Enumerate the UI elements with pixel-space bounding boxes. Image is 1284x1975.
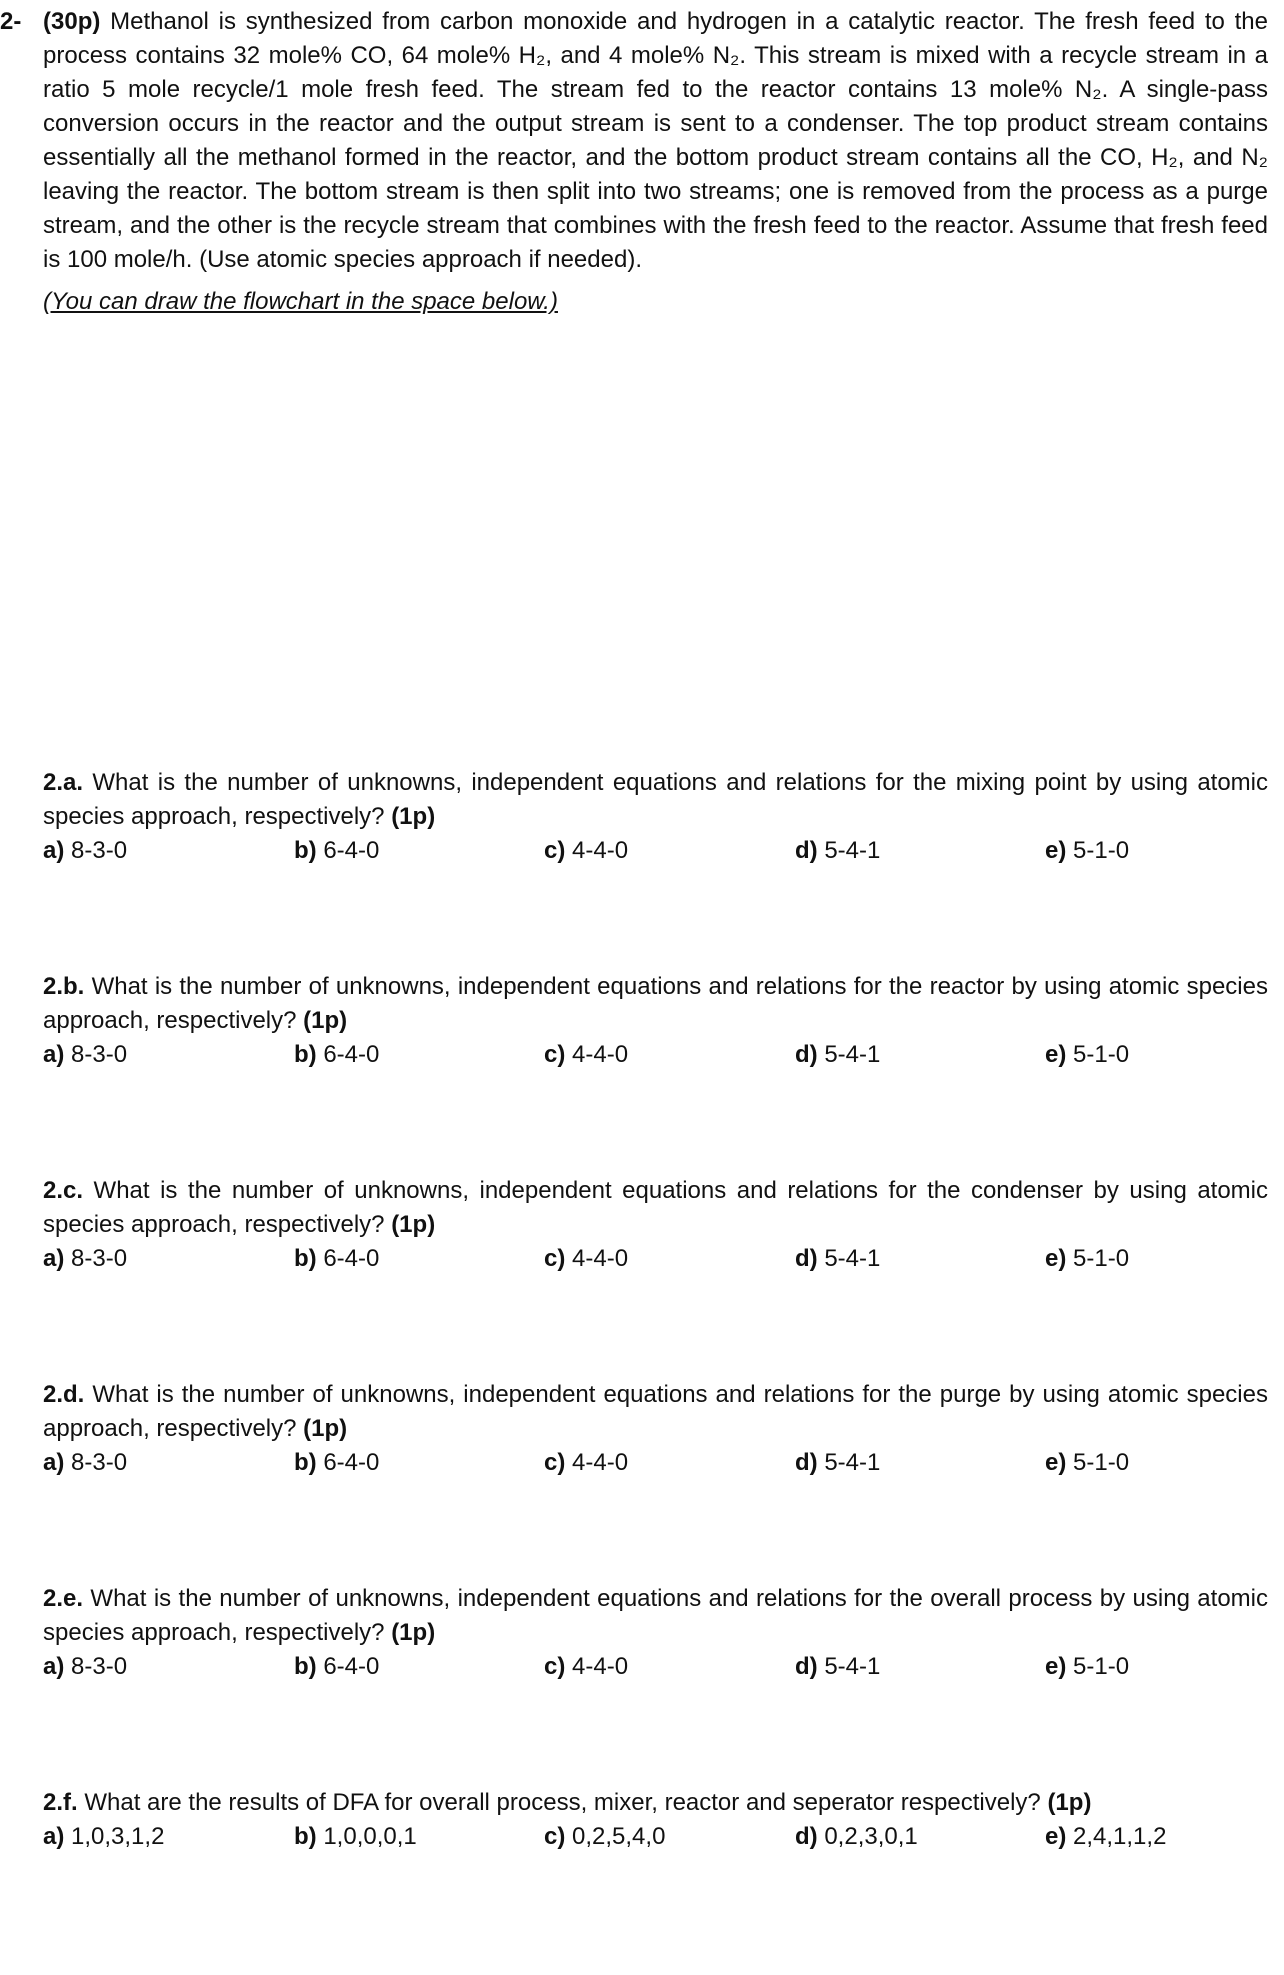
question-body: What is the number of unknowns, independent equations and relations for the reactor by using atomic species approach, respectively?: [43, 973, 1268, 1034]
question-2d: [43, 1378, 1268, 1480]
question-points: (1p): [1047, 1789, 1092, 1816]
option-a[interactable]: a) 1,0,3,1,2: [43, 1823, 165, 1850]
option-b[interactable]: b) 6-4-0: [294, 1245, 380, 1272]
question-2f: [43, 1786, 1268, 1854]
option-b[interactable]: b) 6-4-0: [294, 1653, 380, 1680]
option-e[interactable]: e) 5-1-0: [1045, 837, 1130, 864]
question-points: (1p): [391, 1211, 436, 1238]
flowchart-hint: (You can draw the flowchart in the space below.): [43, 288, 558, 315]
question-id: 2.c.: [43, 1177, 84, 1204]
option-b[interactable]: b) 1,0,0,0,1: [294, 1823, 417, 1850]
option-b[interactable]: b) 6-4-0: [294, 1041, 380, 1068]
option-d[interactable]: d) 5-4-1: [795, 1449, 881, 1476]
answer-options: [43, 1038, 1268, 1072]
question-body: What is the number of unknowns, independent equations and relations for the purge by using atomic species approach, respectively?: [43, 1381, 1268, 1442]
option-a[interactable]: a) 8-3-0: [43, 837, 128, 864]
question-2a: [43, 766, 1268, 868]
question-body: What are the results of DFA for overall process, mixer, reactor and seperator respectively?: [77, 1789, 1048, 1816]
question-id: 2.f.: [43, 1789, 78, 1816]
answer-options: [43, 1446, 1268, 1480]
question-id: 2.b.: [43, 973, 85, 1000]
option-a[interactable]: a) 8-3-0: [43, 1041, 128, 1068]
question-text: [43, 1174, 1268, 1242]
option-e[interactable]: e) 5-1-0: [1045, 1653, 1130, 1680]
answer-options: [43, 1820, 1268, 1854]
question-2c: [43, 1174, 1268, 1276]
option-d[interactable]: d) 5-4-1: [795, 1041, 881, 1068]
question-2b: [43, 970, 1268, 1072]
question-id: 2.d.: [43, 1381, 85, 1408]
option-a[interactable]: a) 8-3-0: [43, 1449, 128, 1476]
question-id: 2.a.: [43, 769, 84, 796]
problem-points: (30p): [43, 8, 101, 35]
question-body: What is the number of unknowns, independent equations and relations for the condenser by using atomic species approach, respectively?: [43, 1177, 1268, 1238]
option-d[interactable]: d) 5-4-1: [795, 1653, 881, 1680]
question-text: [43, 1582, 1268, 1650]
option-e[interactable]: e) 5-1-0: [1045, 1245, 1130, 1272]
question-2e: [43, 1582, 1268, 1684]
option-c[interactable]: c) 4-4-0: [544, 1041, 629, 1068]
flowchart-drawing-area[interactable]: [43, 319, 1268, 739]
answer-options: [43, 1242, 1268, 1276]
option-a[interactable]: a) 8-3-0: [43, 1653, 128, 1680]
option-c[interactable]: c) 4-4-0: [544, 837, 629, 864]
option-b[interactable]: b) 6-4-0: [294, 1449, 380, 1476]
option-d[interactable]: d) 0,2,3,0,1: [795, 1823, 918, 1850]
problem-number: 2-: [0, 8, 22, 35]
question-points: (1p): [303, 1007, 348, 1034]
problem-statement: [0, 5, 1268, 277]
option-d[interactable]: d) 5-4-1: [795, 1245, 881, 1272]
question-body: What is the number of unknowns, independent equations and relations for the mixing point by using atomic species approach, respectively?: [43, 769, 1268, 830]
question-id: 2.e.: [43, 1585, 84, 1612]
option-c[interactable]: c) 4-4-0: [544, 1653, 629, 1680]
option-e[interactable]: e) 2,4,1,1,2: [1045, 1823, 1167, 1850]
option-c[interactable]: c) 4-4-0: [544, 1245, 629, 1272]
question-points: (1p): [391, 1619, 436, 1646]
option-e[interactable]: e) 5-1-0: [1045, 1449, 1130, 1476]
option-c[interactable]: c) 4-4-0: [544, 1449, 629, 1476]
option-a[interactable]: a) 8-3-0: [43, 1245, 128, 1272]
question-points: (1p): [303, 1415, 348, 1442]
question-body: What is the number of unknowns, independent equations and relations for the overall process by using atomic species approach, respectively?: [43, 1585, 1268, 1646]
answer-options: [43, 834, 1268, 868]
question-text: [43, 1786, 1268, 1820]
option-d[interactable]: d) 5-4-1: [795, 837, 881, 864]
question-text: [43, 766, 1268, 834]
problem-text: Methanol is synthesized from carbon monoxide and hydrogen in a catalytic reactor. The fresh feed to the process contains 32 mole% CO, 64 mole% H₂, and 4 mole% N₂. This stream is mixed with a recycle stream in a ratio 5 mole recycle/1 mole fresh feed. The stream fed to the reactor contains 13 mole% N₂. A single-pass conversion occurs in the reactor and the output stream is sent to a condenser. The top product stream contains essentially all the methanol formed in the reactor, and the bottom product stream contains all the CO, H₂, and N₂ leaving the reactor. The bottom stream is then split into two streams; one is removed from the process as a purge stream, and the other is the recycle stream that combines with the fresh feed to the reactor. Assume that fresh feed is 100 mole/h. (Use atomic species approach if needed).: [43, 8, 1268, 273]
option-c[interactable]: c) 0,2,5,4,0: [544, 1823, 666, 1850]
problem-2: [0, 5, 1268, 739]
answer-options: [43, 1650, 1268, 1684]
option-b[interactable]: b) 6-4-0: [294, 837, 380, 864]
question-points: (1p): [391, 803, 436, 830]
question-text: [43, 970, 1268, 1038]
question-text: [43, 1378, 1268, 1446]
option-e[interactable]: e) 5-1-0: [1045, 1041, 1130, 1068]
